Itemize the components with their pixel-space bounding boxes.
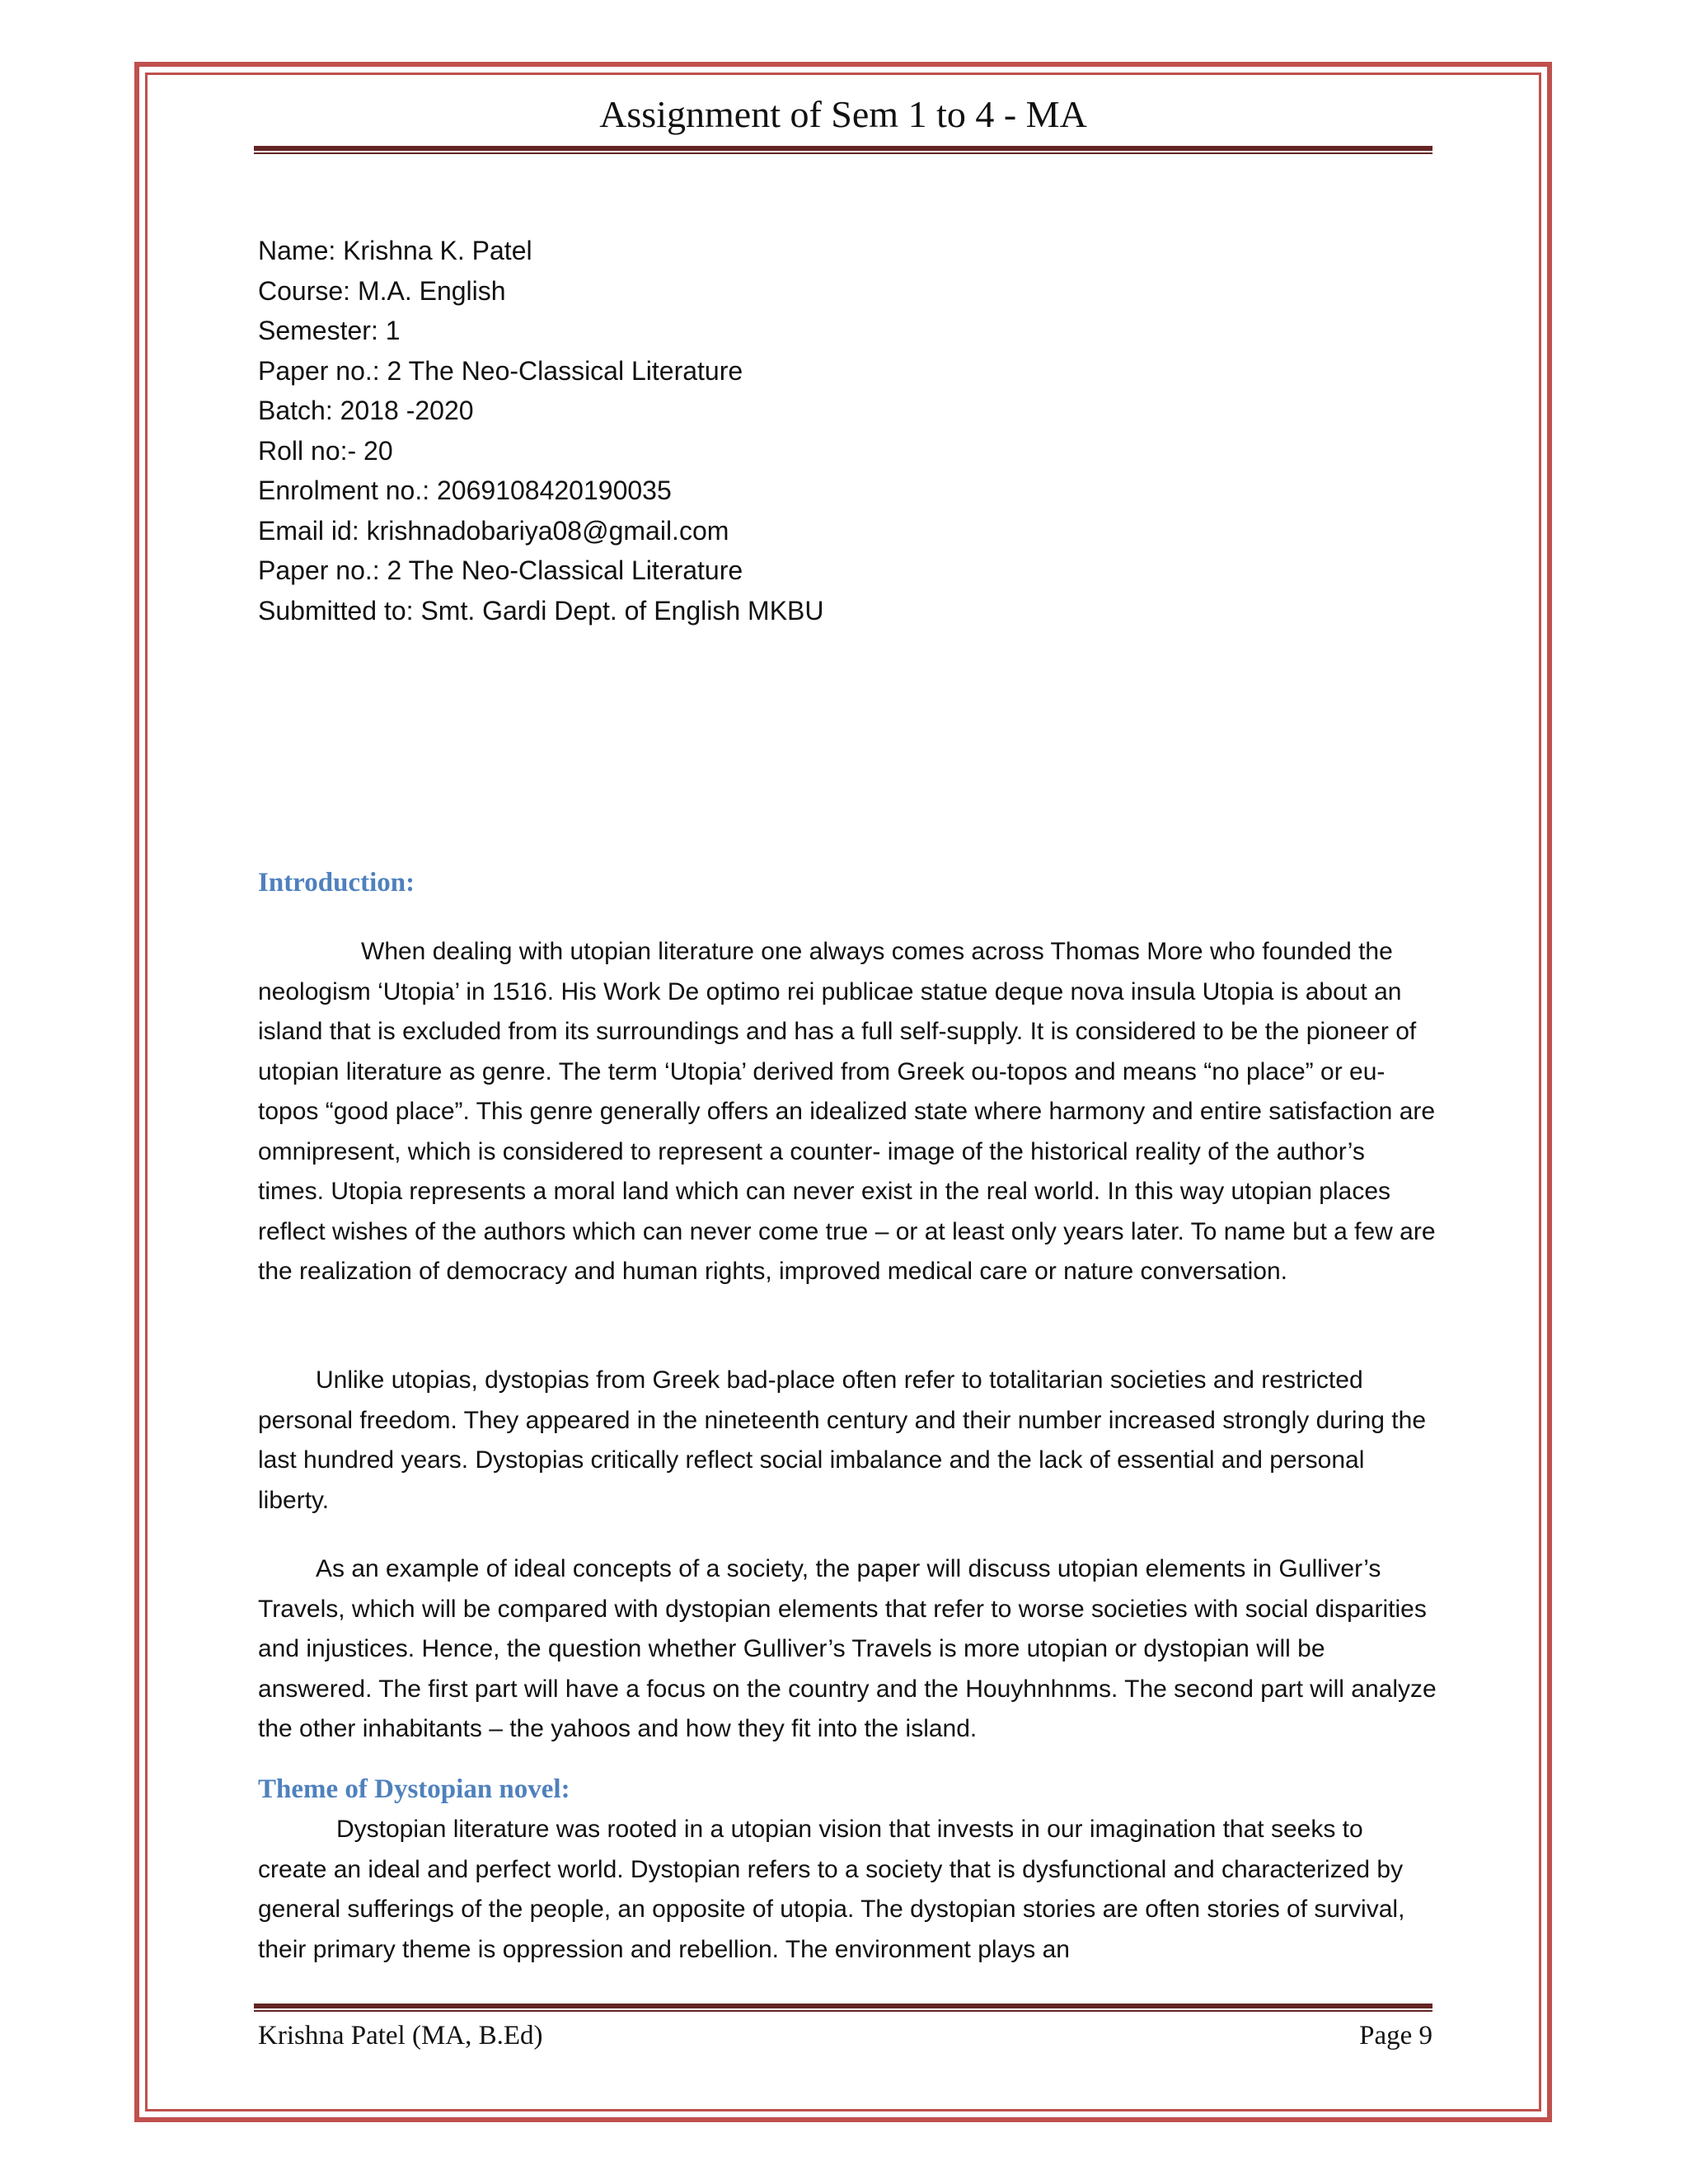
info-submitted-to: Submitted to: Smt. Gardi Dept. of English MKBU bbox=[258, 595, 824, 626]
student-info-block bbox=[258, 231, 824, 630]
introduction-paragraph-3: As an example of ideal concepts of a society, the paper will discuss utopian elements in Gulliver’s Travels, which will be compared with dystopian elements that refer to worse societies with social disparities and injustices. Hence, the question whether Gulliver’s Travels is more utopian or dystopian will be answered. The first part will have a focus on the country and the Houyhnhnms. The second part will analyze the other inhabitants – the yahoos and how they fit into the island. bbox=[258, 1555, 1437, 1742]
introduction-heading: Introduction: bbox=[258, 868, 415, 898]
info-roll: Roll no:- 20 bbox=[258, 435, 393, 466]
info-email: Email id: krishnadobariya08@gmail.com bbox=[258, 515, 729, 546]
theme-paragraph: Dystopian literature was rooted in a utopian vision that invests in our imagination that seeks to create an ideal and perfect world. Dystopian refers to a society that is dysfunctional and characterized by general sufferings of the people, an opposite of utopia. The dystopian stories are often stories of survival, their primary theme is oppression and rebellion. The environment plays an bbox=[258, 1816, 1405, 1963]
info-paper-repeat: Paper no.: 2 The Neo-Classical Literature bbox=[258, 555, 743, 585]
info-name: Name: Krishna K. Patel bbox=[258, 236, 532, 265]
info-semester: Semester: 1 bbox=[258, 316, 401, 345]
page-footer bbox=[258, 2021, 1432, 2051]
footer-author: Krishna Patel (MA, B.Ed) bbox=[258, 2021, 543, 2050]
info-batch: Batch: 2018 -2020 bbox=[258, 396, 474, 425]
header-rule-thin bbox=[254, 152, 1432, 154]
info-enrolment: Enrolment no.: 2069108420190035 bbox=[258, 476, 672, 505]
footer-rule-thin bbox=[254, 2010, 1432, 2012]
footer-rule-thick bbox=[254, 2004, 1432, 2008]
footer-page-number: Page 9 bbox=[1359, 2021, 1432, 2050]
introduction-paragraph-1: When dealing with utopian literature one always comes across Thomas More who founded the neologism ‘Utopia’ in 1516. His Work De optimo rei publicae statue deque nova insula Utopia is about an island that is excluded from its surroundings and has a full self-supply. It is considered to be the pioneer of utopian literature as genre. The term ‘Utopia’ derived from Greek ou-topos and means “no place” or eu-topos “good place”. This genre generally offers an idealized state where harmony and entire satisfaction are omnipresent, which is considered to represent a counter- image of the historical reality of the author’s times. Utopia represents a moral land which can never exist in the real world. In this way utopian places reflect wishes of the authors which can never come true – or at least only years later. To name but a few are the realization of democracy and human rights, improved medical care or nature conversation. bbox=[258, 938, 1436, 1285]
theme-heading: Theme of Dystopian novel: bbox=[258, 1774, 570, 1804]
introduction-paragraph-2: Unlike utopias, dystopias from Greek bad-place often refer to totalitarian societies and restricted personal freedom. They appeared in the nineteenth century and their number increased strongly during the last hundred years. Dystopias critically reflect social imbalance and the lack of essential and personal liberty. bbox=[258, 1366, 1427, 1514]
info-course: Course: M.A. English bbox=[258, 275, 506, 306]
page-header-title: Assignment of Sem 1 to 4 - MA bbox=[599, 93, 1087, 135]
info-paper: Paper no.: 2 The Neo-Classical Literature bbox=[258, 355, 743, 386]
header-rule-thick bbox=[254, 146, 1432, 151]
